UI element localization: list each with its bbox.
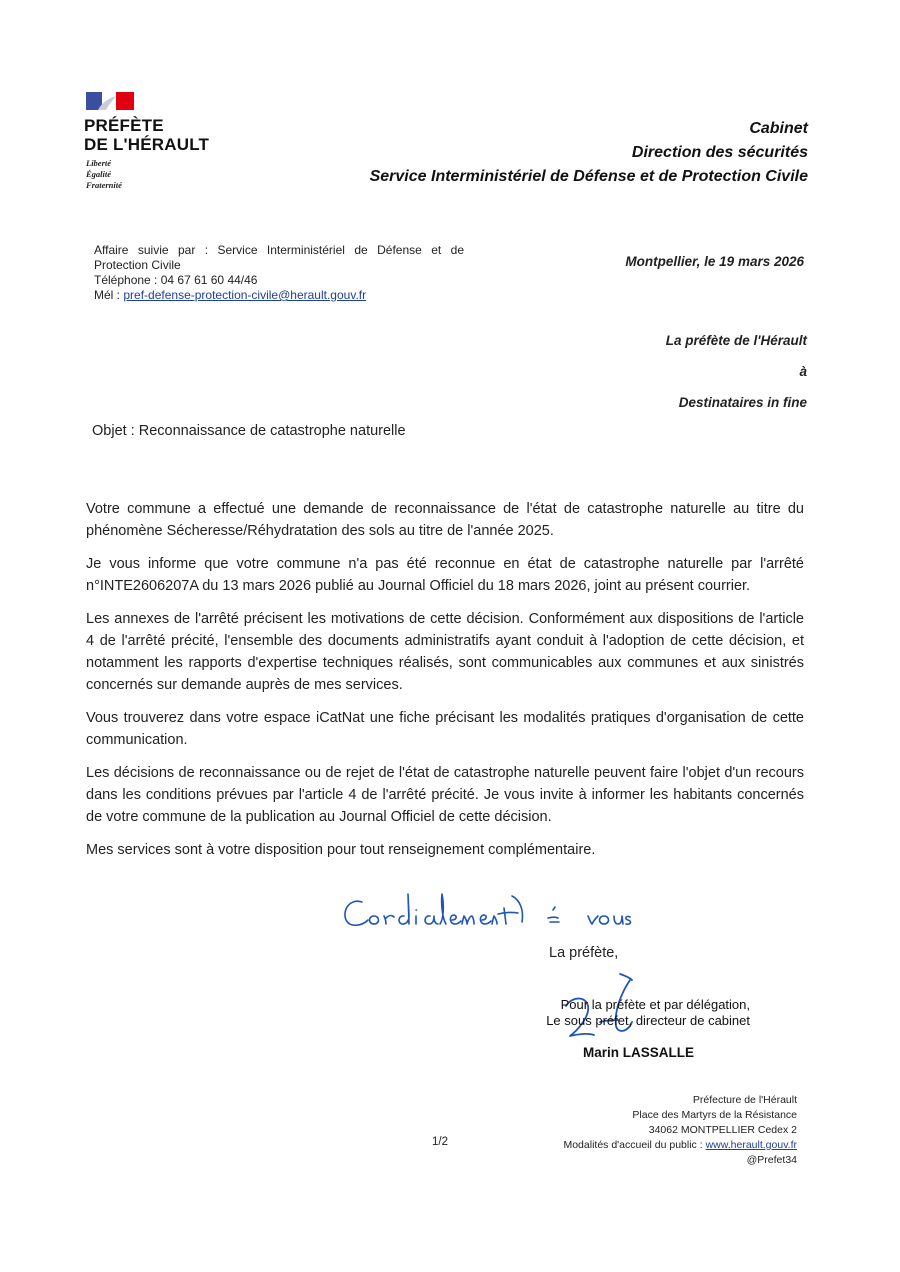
motto-egalite: Égalité <box>86 169 112 179</box>
contact-phone: Téléphone : 04 67 61 60 44/46 <box>94 273 258 287</box>
sender: La préfète de l'Hérault <box>665 333 807 348</box>
footer-twitter: @Prefet34 <box>746 1154 797 1166</box>
footer-website-link[interactable]: www.herault.gouv.fr <box>705 1139 797 1151</box>
place-date: Montpellier, le 19 mars 2026 <box>625 254 804 269</box>
delegation-block <box>534 997 750 1029</box>
body-paragraph: Vous trouverez dans votre espace iCatNat une fiche précisant les modalités pratiques d'organisation de cette communication. <box>86 710 804 748</box>
motto-liberte: Liberté <box>86 158 112 168</box>
header-service: Service Interministériel de Défense et de Protection Civile <box>369 168 808 185</box>
footer-address <box>563 1093 797 1168</box>
body-paragraph: Je vous informe que votre commune n'a pas été reconnue en état de catastrophe naturelle par l'arrêté n°INTE2606207A du 13 mars 2026 publié au Journal Officiel du 18 mars 2026, joint au présent courrier. <box>86 556 804 594</box>
delegation-line1: Pour la préfète et par délégation, <box>560 997 750 1012</box>
footer-line3: 34062 MONTPELLIER Cedex 2 <box>648 1124 797 1136</box>
marianne-flag-logo <box>86 92 134 110</box>
body-paragraph: Les décisions de reconnaissance ou de rejet de l'état de catastrophe naturelle peuvent faire l'objet d'un recours dans les conditions prévues par l'article 4 de l'arrêté précité. Je vous invite à informer les habitants concernés de votre commune de la publication au Journal Officiel de cette décision. <box>86 765 804 825</box>
prefecture-name-line2: DE L'HÉRAULT <box>84 135 210 154</box>
delegation-line2: Le sous préfet, directeur de cabinet <box>546 1013 750 1028</box>
signer-name: Marin LASSALLE <box>583 1045 695 1060</box>
signatory-title: La préfète, <box>549 945 619 961</box>
letter-subject: Objet : Reconnaissance de catastrophe naturelle <box>92 423 406 439</box>
contact-affaire-line: Affaire suivie par : Service Interministériel de Défense et de <box>94 243 464 257</box>
footer-line1: Préfecture de l'Hérault <box>692 1094 797 1106</box>
republic-motto <box>86 158 122 191</box>
header-cabinet: Cabinet <box>749 120 808 137</box>
addressing-to-word: à <box>799 364 807 379</box>
handwritten-closing <box>340 886 650 936</box>
contact-email-row <box>94 288 464 303</box>
motto-fraternite: Fraternité <box>86 180 122 190</box>
service-header <box>370 117 808 189</box>
body-paragraph: Les annexes de l'arrêté précisent les motivations de cette décision. Conformément aux dispositions de l'article 4 de l'arrêté précité, l'ensemble des documents administratifs ayant conduit à l'adoption de cette décision, et notamment les rapports d'expertise techniques réalisés, sont communicables aux communes et aux sinistrés concernés sur demande auprès de mes services. <box>86 611 804 693</box>
contact-block <box>94 243 464 303</box>
letter-body <box>86 498 804 872</box>
header-direction: Direction des sécurités <box>631 144 808 161</box>
addressing-block <box>666 325 807 418</box>
footer-website-label: Modalités d'accueil du public : <box>563 1139 703 1151</box>
recipients: Destinataires in fine <box>678 395 807 410</box>
footer-line2: Place des Martyrs de la Résistance <box>632 1109 797 1121</box>
contact-email-label: Mél : <box>94 288 121 302</box>
footer-website-row <box>563 1138 797 1153</box>
body-paragraph: Mes services sont à votre disposition pour tout renseignement complémentaire. <box>86 842 596 858</box>
prefecture-name <box>84 116 209 154</box>
contact-affaire-line2: Protection Civile <box>94 258 181 272</box>
contact-email-link[interactable]: pref-defense-protection-civile@herault.gouv.fr <box>123 288 367 302</box>
page-number: 1/2 <box>432 1136 448 1148</box>
body-paragraph: Votre commune a effectué une demande de reconnaissance de l'état de catastrophe naturelle au titre du phénomène Sécheresse/Réhydratation des sols au titre de l'année 2025. <box>86 501 804 539</box>
prefecture-name-line1: PRÉFÈTE <box>84 116 164 135</box>
